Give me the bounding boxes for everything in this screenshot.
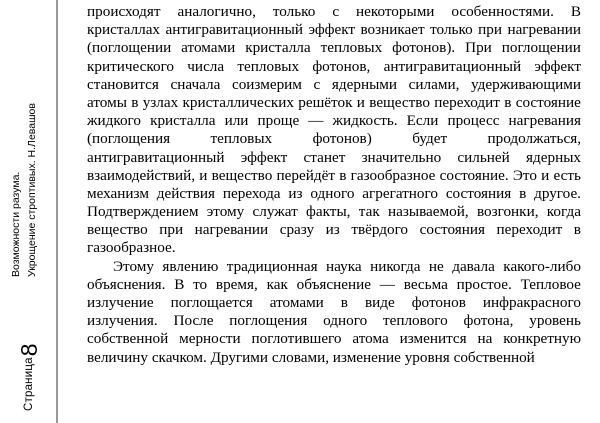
text-line: (поглощении атомами кристалла тепловых фотонов). При поглощении (87, 39, 581, 57)
text-line: излучение поглощается атомами в виде фотонов инфракрасного (87, 294, 581, 311)
text-line: механизм действия перехода из одного агрегатного состояния в другое. (87, 184, 581, 202)
text-line: становится сначала соизмерим с ядерными силами, удерживающими (87, 75, 581, 93)
text-line: атомы в узлах кристаллических решёток и вещество переходит в состояние (87, 93, 581, 111)
page-indicator (6, 343, 52, 411)
text-line: объяснения. В то время, как объяснение — весьма простое. Тепловое (87, 275, 581, 293)
text-line: Этому явлению традиционная наука никогда не давала какого-либо (113, 257, 581, 275)
page-number: 8 (15, 343, 42, 357)
text-line: взаимодействий, и вещество перейдёт в газообразное состояние. Это и есть (87, 166, 581, 184)
text-line: антигравитационный эффект станет значительно сильней ядерных (87, 148, 581, 166)
book-subtitle: Укрощение строптивых. Н.Левашов (26, 103, 38, 277)
text-line: происходят аналогично, только с некоторыми особенностями. В (87, 3, 581, 20)
text-line: газообразное. (87, 239, 176, 257)
text-line: величину скачком. Другими словами, изменение уровня собственной (87, 348, 535, 366)
page-label: Страница (23, 357, 35, 411)
body-text (87, 3, 581, 367)
margin-header (0, 0, 57, 423)
text-line: собственной мерности поглотившего атома изменится на конкретную (87, 330, 581, 348)
text-line: излучения. После поглощения одного теплового фотона, уровень (87, 312, 581, 330)
text-line: Подтверждением этому служат факты, так называемой, возгонки, когда (87, 203, 581, 221)
book-title: Возможности разума. (10, 171, 22, 277)
page-margin (0, 0, 57, 423)
text-line: (поглощения тепловых фотонов) будет продолжаться, (87, 130, 581, 148)
text-line: критического числа тепловых фотонов, антигравитационный эффект (87, 57, 581, 75)
book-info (8, 103, 40, 277)
text-line: жидкого кристалла или проще — жидкость. Если процесс нагревания (87, 112, 581, 130)
text-line: кристаллах антигравитационный эффект возникает только при нагревании (87, 21, 581, 39)
text-line: вещество при нагревании сразу из твёрдого состояния переходит в (87, 221, 581, 239)
